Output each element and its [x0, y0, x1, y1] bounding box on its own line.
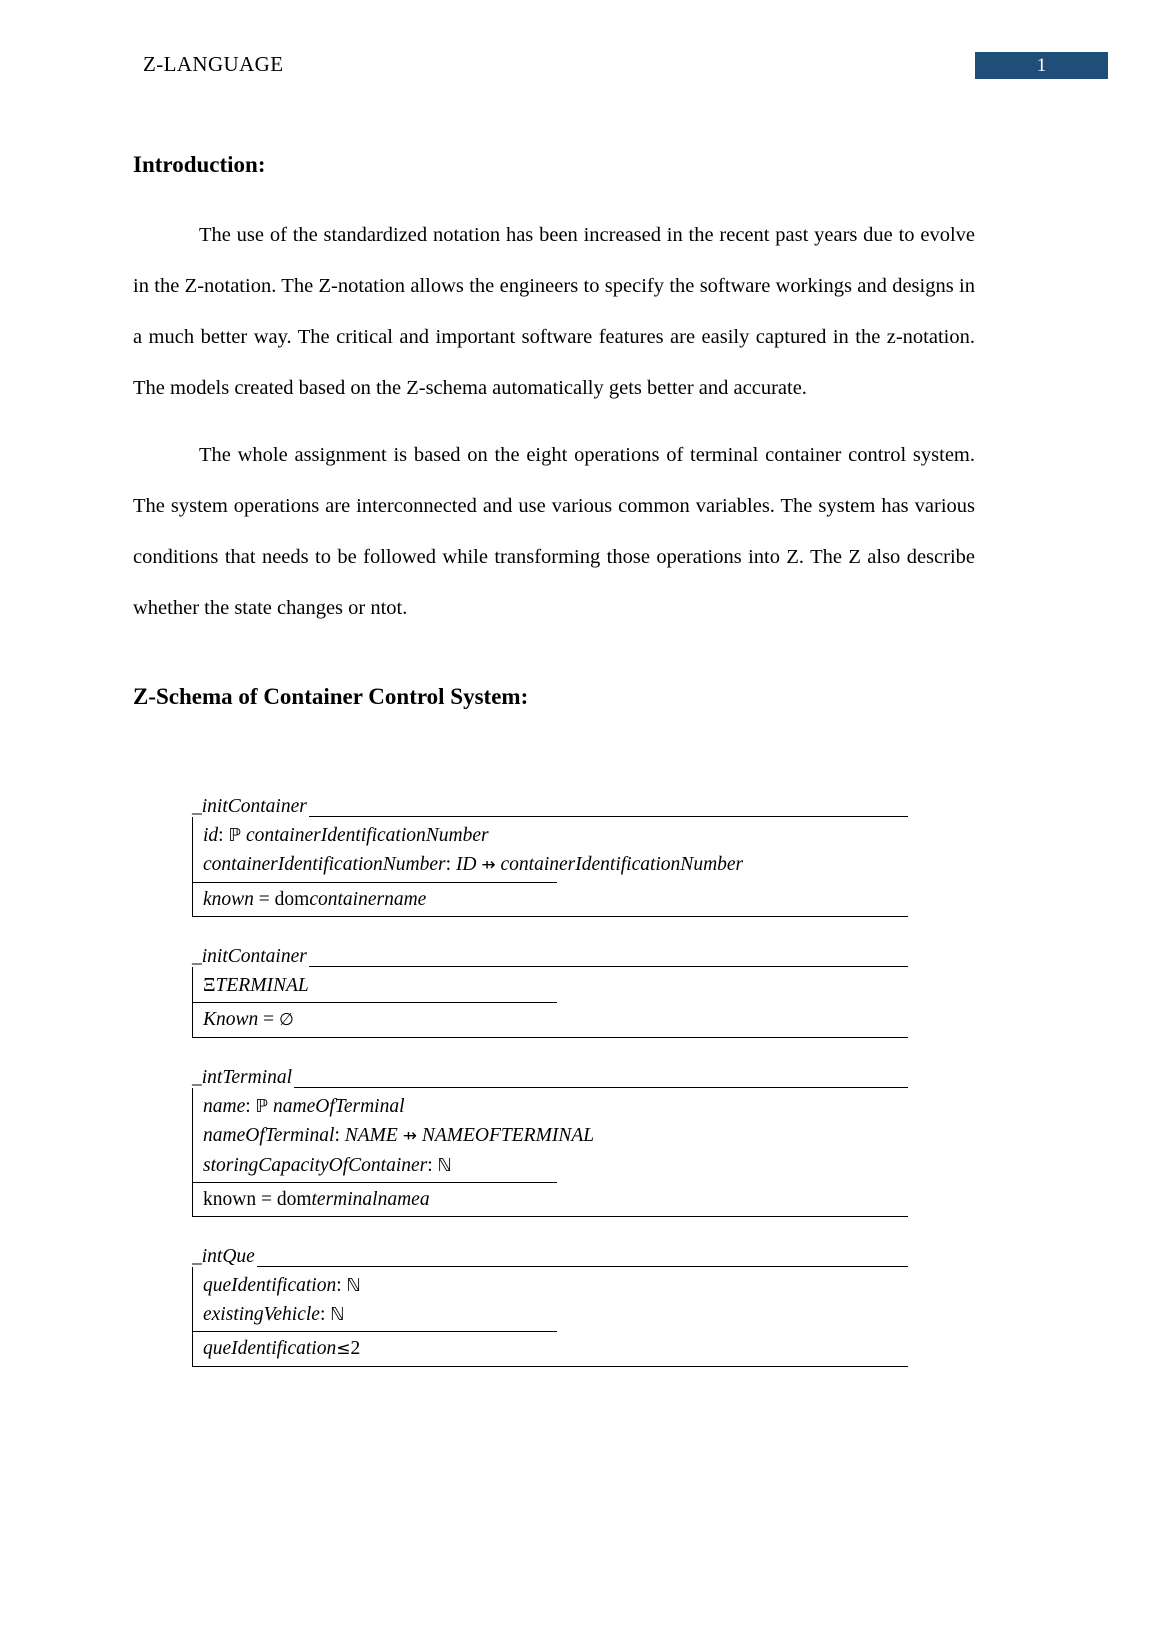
z-schema-top-rule [192, 1266, 908, 1267]
z-schema-box [192, 1066, 908, 1217]
predicate-line [203, 1185, 908, 1214]
text-run: existingVehicle [203, 1304, 320, 1325]
text-run: ⇸ [481, 855, 496, 875]
z-schema-box [192, 945, 908, 1038]
z-schema-predicates [192, 1003, 908, 1037]
text-run: containerIdentificationNumber [495, 854, 744, 875]
z-schema-box [192, 1245, 908, 1367]
text-run: 2 [350, 1338, 361, 1359]
text-run: : [218, 825, 229, 846]
declaration-line [203, 821, 908, 850]
z-schema-predicates [192, 883, 908, 916]
z-schema-box [192, 795, 908, 917]
declaration-line [203, 1092, 908, 1121]
text-run: ID [455, 854, 482, 875]
text-run: queIdentification [203, 1275, 337, 1296]
text-run: containerIdentificationNumber [241, 825, 489, 846]
z-schema-bottom-rule [192, 1037, 908, 1038]
text-run: containerIdentificationNumber [203, 854, 446, 875]
text-run: Ξ [203, 975, 216, 996]
declaration-line [203, 971, 908, 1000]
declaration-line [203, 1151, 908, 1180]
predicate-line [203, 1005, 908, 1035]
z-schema-titlebar [192, 945, 908, 967]
z-schema-titlebar [192, 1245, 908, 1267]
text-run: nameOfTerminal [203, 1125, 335, 1146]
z-schema-bottom-rule [192, 1366, 908, 1367]
text-run: nameOfTerminal [268, 1096, 405, 1117]
document-body [133, 150, 975, 712]
z-schema-titlebar [192, 795, 908, 817]
paragraph-1: The use of the standardized notation has been increased in the recent past years due to evolve in the Z-notation. The Z-notation allows the engineers to specify the software workings and designs in a much better way. The critical and important software features are easily captured in the z-notation. The models created based on the Z-schema automatically gets better and accurate. [133, 224, 975, 399]
text-run: terminalnamea [311, 1189, 430, 1210]
heading-introduction: Introduction: [133, 152, 266, 177]
text-run: ≤ [336, 1339, 351, 1359]
text-run: queIdentification [203, 1338, 337, 1359]
z-schema-bottom-rule [192, 1216, 908, 1217]
z-schema-declarations [192, 1267, 908, 1331]
paragraph-2: The whole assignment is based on the eight operations of terminal container control system. The system operations are interconnected and use various common variables. The system has various conditions that needs to be followed while transforming those operations into Z. The Z also describe whether the state changes or ntot. [133, 444, 975, 619]
text-run: : [336, 1275, 347, 1296]
text-run: ℙ [228, 825, 242, 846]
z-schema-predicates [192, 1183, 908, 1216]
text-run: = dom [253, 889, 310, 910]
declaration-line [203, 850, 908, 880]
text-run: name [203, 1096, 246, 1117]
text-run: known [203, 889, 254, 910]
text-run: id [203, 825, 219, 846]
predicate-line [203, 1334, 908, 1364]
declaration-line [203, 1121, 908, 1151]
declaration-line [203, 1271, 908, 1300]
text-run: NAMEOFTERMINAL [416, 1125, 595, 1146]
heading-z-schema: Z-Schema of Container Control System: [133, 684, 529, 709]
text-run: : [427, 1155, 438, 1176]
text-run: NAME [344, 1125, 403, 1146]
z-schema-declarations [192, 817, 908, 882]
z-schema-name: _intTerminal [192, 1067, 293, 1088]
predicate-line [203, 885, 908, 914]
text-run: = [258, 1009, 280, 1030]
z-schema-predicates [192, 1332, 908, 1366]
z-schema-titlebar [192, 1066, 908, 1088]
text-run: ℕ [330, 1304, 345, 1325]
text-run: ∅ [279, 1010, 294, 1030]
z-schema-name: _intQue [192, 1246, 255, 1267]
z-schema-name: _initContainer [192, 796, 307, 817]
text-run: ℙ [255, 1096, 269, 1117]
text-run: ℕ [346, 1275, 361, 1296]
z-schema-name: _initContainer [192, 946, 307, 967]
z-schema-bottom-rule [192, 916, 908, 917]
page-number-badge: 1 [975, 52, 1108, 79]
text-run: containername [309, 889, 427, 910]
z-schema-declarations [192, 1088, 908, 1182]
text-run: storingCapacityOfContainer [203, 1155, 428, 1176]
text-run: : [245, 1096, 256, 1117]
z-schema-list [192, 795, 908, 1367]
text-run: ⇸ [402, 1126, 417, 1146]
text-run: TERMINAL [215, 975, 309, 996]
text-run: : [319, 1304, 331, 1325]
text-run: : [334, 1125, 345, 1146]
text-run: known = dom [203, 1189, 312, 1210]
declaration-line [203, 1300, 908, 1329]
z-schema-top-rule [192, 1087, 908, 1088]
z-schema-declarations [192, 967, 908, 1002]
text-run: ℕ [437, 1155, 452, 1176]
header-title: Z-LANGUAGE [143, 52, 284, 76]
page-header [133, 50, 1108, 84]
text-run: Known [203, 1009, 259, 1030]
text-run: : [445, 854, 456, 875]
